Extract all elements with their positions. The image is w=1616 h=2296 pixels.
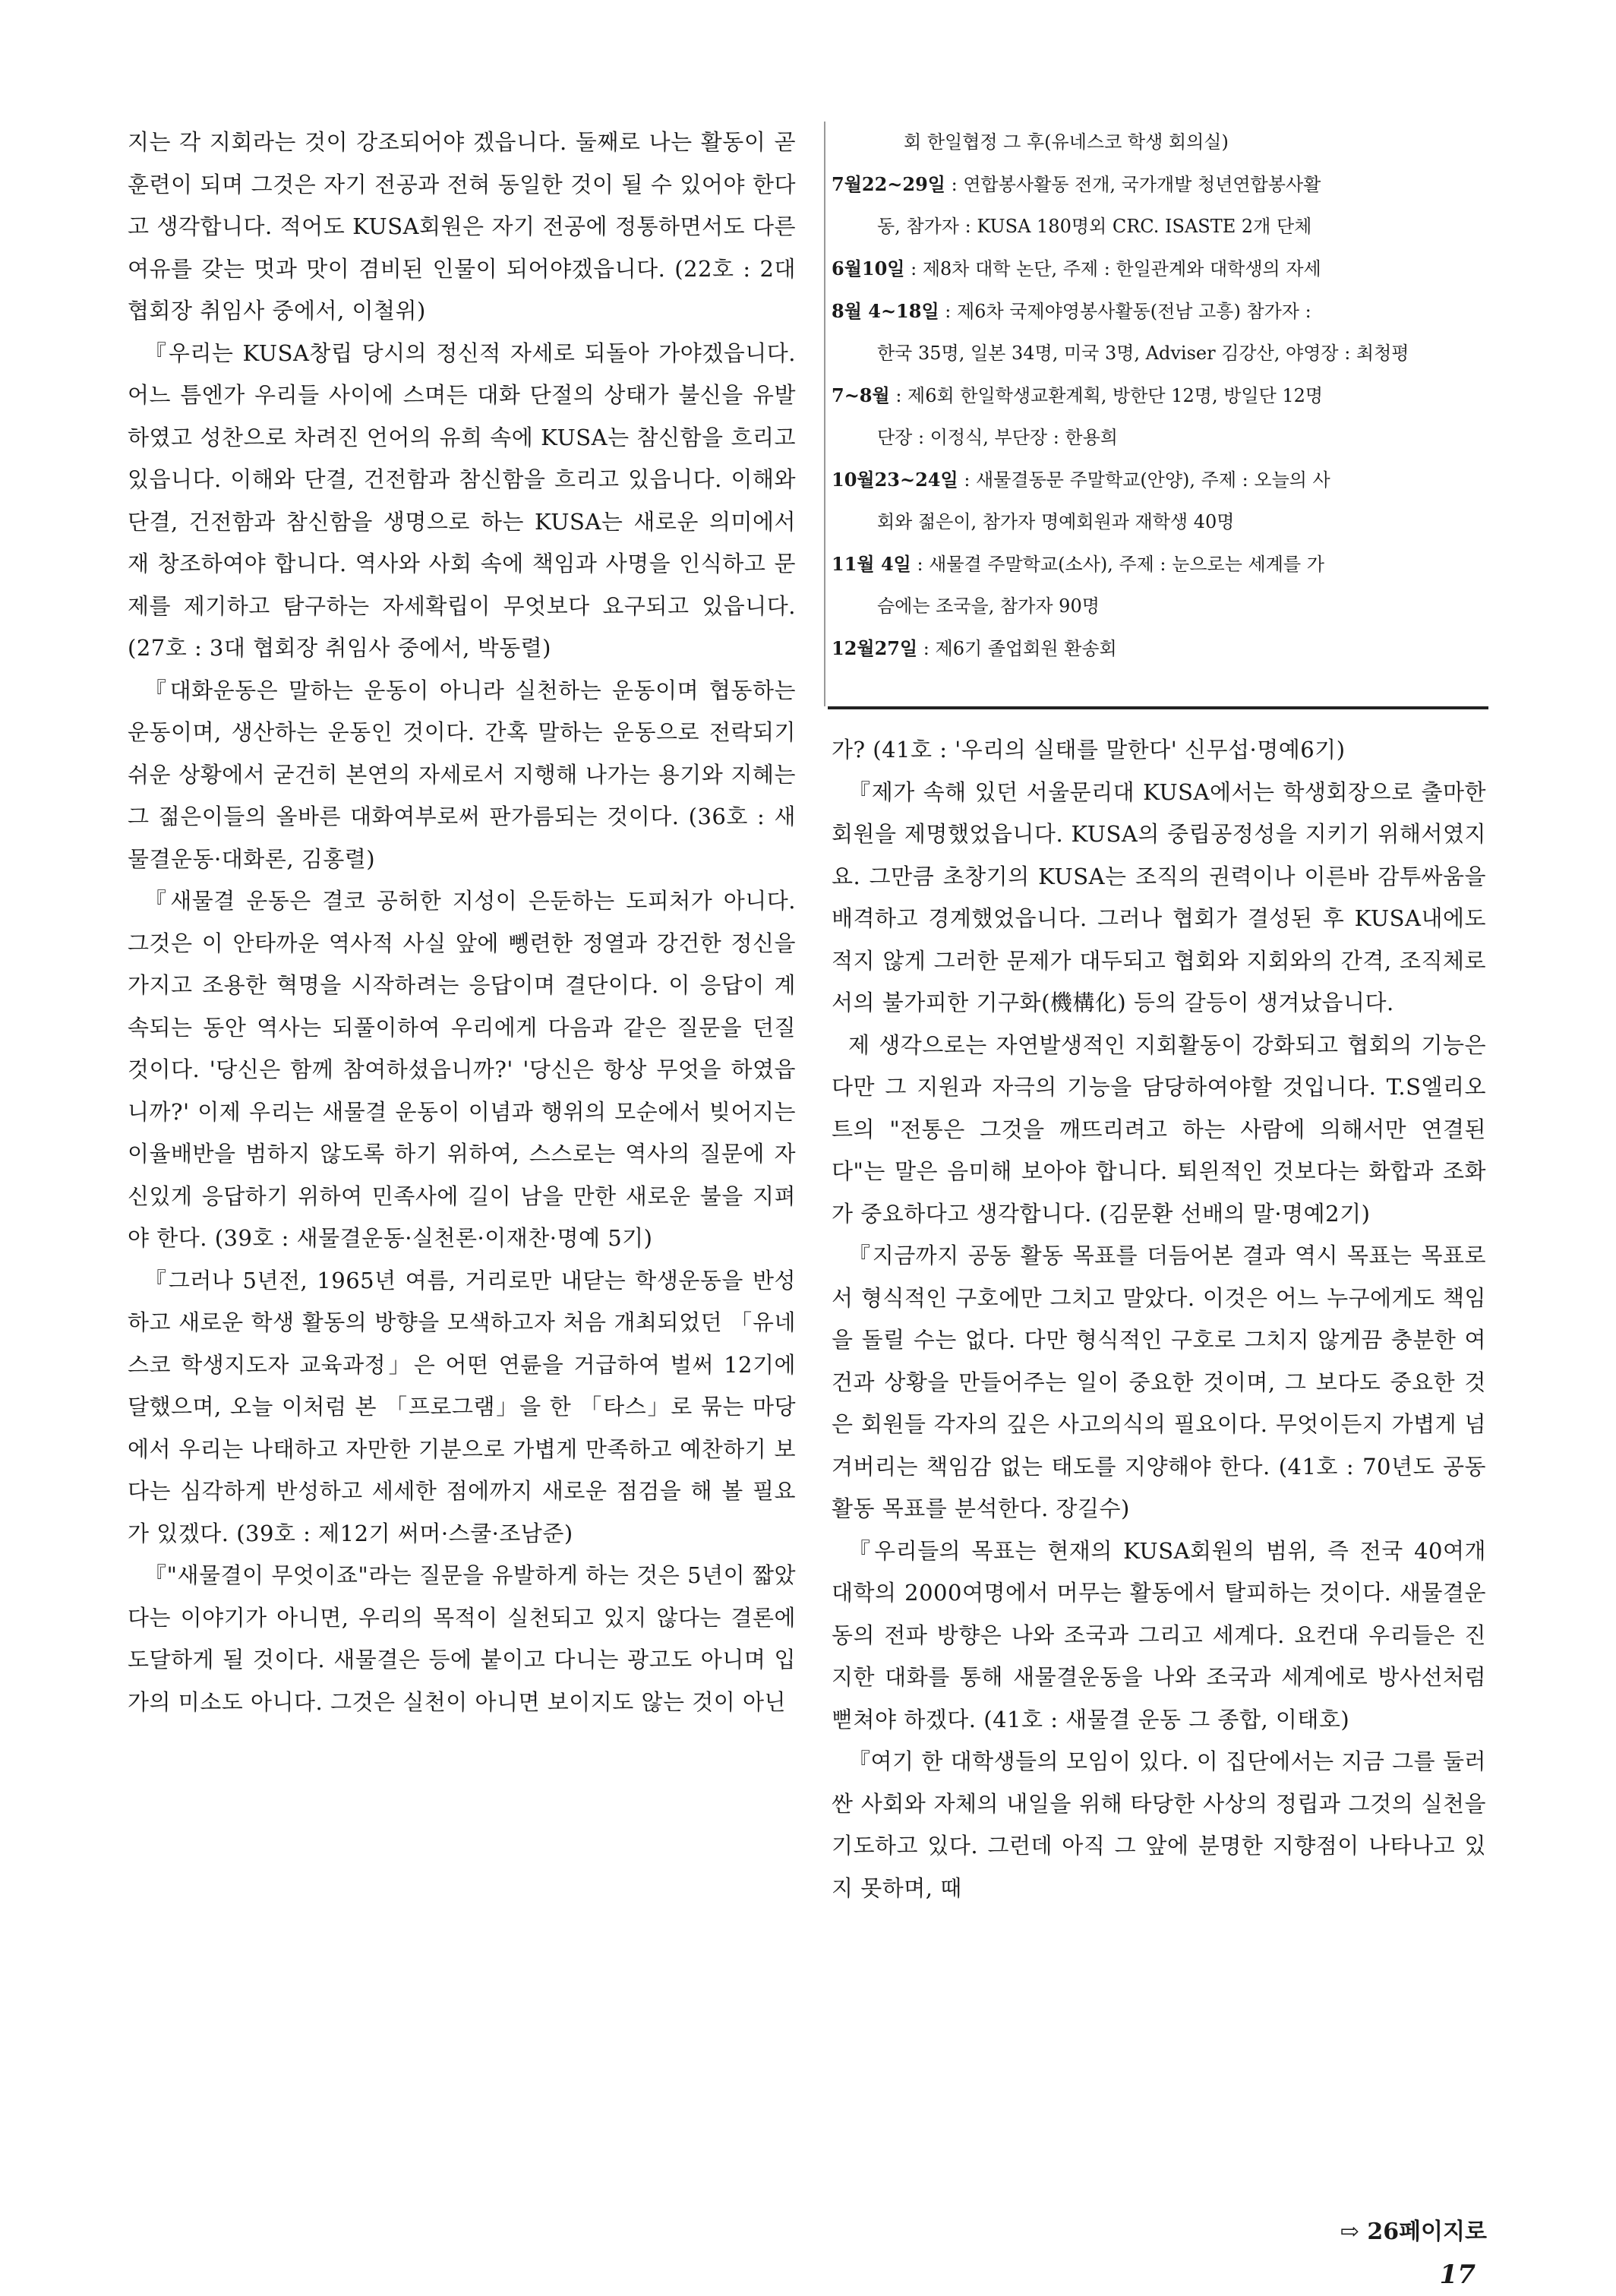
paragraph-text: 지는 각 지회라는 것이 강조되어야 겠읍니다. 둘째로 나는 활동이 곧 훈련이 되며 그것은 자기 전공과 전혀 동일한 것이 될 수 있어야 한다고 생각합니다. 적어도 KUSA회원은 자기 전공에 정통하면서도 다른 여유를 갖는 멋과 맛이 겸비된 인물이 되어야겠읍니다. <box>128 129 796 282</box>
entry-text: 회 한일협정 그 후(유네스코 학생 회의실) <box>904 131 1229 153</box>
right-paragraph <box>832 1741 1486 1909</box>
entry-continuation: 한국 35명, 일본 34명, 미국 3명, Adviser 김강산, 야영장 : 최청평 <box>877 343 1409 364</box>
entry-date: 12월27일 <box>832 637 918 659</box>
left-paragraph <box>128 670 796 881</box>
entry-date: 7월22~29일 <box>832 173 945 195</box>
right-paragraph <box>832 772 1486 1025</box>
entry-date: 8월 4~18일 <box>832 300 939 322</box>
chronology-entry: 8월 4~18일 : 제6차 국제야영봉사활동(전남 고흥) 참가자 : <box>832 300 1311 322</box>
citation: (39호 : 새물결운동·실천론·이재찬·명예 5기) <box>214 1225 653 1251</box>
paragraph-text: 『제가 속해 있던 서울문리대 KUSA에서는 학생회장으로 출마한 회원을 제명했었읍니다. KUSA의 중립공정성을 지키기 위해서였지요. 그만큼 초창기의 KUSA는 조직의 권력이나 이른바 감투싸움을 배격하고 경계했었읍니다. 그러나 협회가 결성된 후 KUSA내에도 적지 않게 그러한 문제가 대두되고 협회와 지회와의 간격, 조직체로서의 불가피한 기구화(機構化) 등의 갈등이 생겨났읍니다. <box>832 778 1486 1015</box>
citation: (41호 : 새물결 운동 그 종합, 이태호) <box>983 1706 1350 1732</box>
chronology-list <box>832 122 1486 670</box>
right-paragraph <box>832 1025 1486 1236</box>
chronology-entry: 7~8월 : 제6회 한일학생교환계획, 방한단 12명, 방일단 12명 <box>832 384 1324 406</box>
entry-text: 제8차 대학 논단, 주제 : 한일관계와 대학생의 자세 <box>922 258 1321 279</box>
paragraph-text: 가? <box>832 737 866 763</box>
entry-continuation: 단장 : 이정식, 부단장 : 한용희 <box>877 427 1118 448</box>
section-rule <box>828 706 1488 709</box>
citation: (36호 : 새물결운동·대화론, 김홍렬) <box>128 804 796 872</box>
entry-continuation: 회와 젊은이, 참가자 명예회원과 재학생 40명 <box>877 511 1235 532</box>
next-page-link[interactable]: ⇨ 26페이지로 <box>1340 2219 1487 2245</box>
chronology-entry: 7월22~29일 : 연합봉사활동 전개, 국가개발 청년연합봉사활 <box>832 173 1321 195</box>
entry-text: 제6회 한일학생교환계획, 방한단 12명, 방일단 12명 <box>907 385 1324 406</box>
right-column <box>832 122 1486 670</box>
left-column <box>128 122 796 1723</box>
column-divider <box>824 122 825 706</box>
paragraph-text: 『우리들의 목표는 현재의 KUSA회원의 범위, 즉 전국 40여개 대학의 2000여명에서 머무는 활동에서 탈피하는 것이다. 새물결운동의 전파 방향은 나와 조국과 그리고 세계다. 요컨대 우리들은 진지한 대화를 통해 새물결운동을 나와 조국과 세계에로 방사선처럼 뻗쳐야 하겠다. <box>832 1537 1486 1732</box>
paragraph-text: 제 생각으로는 자연발생적인 지회활동이 강화되고 협회의 기능은 다만 그 지원과 자극의 기능을 담당하여야할 것입니다. T.S엘리오트의 "전통은 그것을 깨뜨리려고 하는 사람에 의해서만 연결된다"는 말은 음미해 보아야 합니다. 퇴읜적인 것보다는 화합과 조화가 중요하다고 생각합니다. <box>832 1031 1486 1227</box>
paragraph-text: 『그러나 5년전, 1965년 여름, 거리로만 내닫는 학생운동을 반성하고 새로운 학생 활동의 방향을 모색하고자 처음 개최되었던 「유네스코 학생지도자 교육과정」은 어떤 연륜을 거급하여 벌써 12기에 달했으며, 오늘 이처럼 본 「프로그램」을 한 「타스」로 묶는 마당에서 우리는 나태하고 자만한 기분으로 가볍게 만족하고 예찬하기 보다는 심각하게 반성하고 세세한 점에까지 새로운 점검을 해 볼 필요가 있겠다. <box>128 1267 796 1546</box>
left-paragraph <box>128 333 796 670</box>
citation: (27호 : 3대 협회장 취임사 중에서, 박동렬) <box>128 635 551 661</box>
entry-continuation: 동, 참가자 : KUSA 180명외 CRC. ISASTE 2개 단체 <box>877 216 1312 237</box>
left-paragraph <box>128 1260 796 1555</box>
paragraph-text: 『대화운동은 말하는 운동이 아니라 실천하는 운동이며 협동하는 운동이며, 생산하는 운동인 것이다. 간혹 말하는 운동으로 전락되기 쉬운 상황에서 굳건히 본연의 자세로서 지행해 나가는 용기와 지혜는 그 젊은이들의 올바른 대화여부로써 판가름되는 것이다. <box>128 677 796 829</box>
right-paragraph <box>832 1235 1486 1530</box>
entry-date: 7~8월 <box>832 384 890 406</box>
paragraph-text: 『우리는 KUSA창립 당시의 정신적 자세로 되돌아 가야겠읍니다. 어느 틈엔가 우리들 사이에 스며든 대화 단절의 상태가 불신을 유발하였고 성찬으로 차려진 언어의 유희 속에 KUSA는 참신함을 흐리고 있읍니다. 이해와 단결, 건전함과 참신함을 흐리고 있읍니다. 이해와 단결, 건전함과 참신함을 생명으로 하는 KUSA는 새로운 의미에서 재 창조하여야 합니다. 역사와 사회 속에 책임과 사명을 인식하고 문제를 제기하고 탐구하는 자세확립이 무엇보다 요구되고 있읍니다. <box>128 340 796 619</box>
left-paragraph <box>128 1555 796 1723</box>
paragraph-text: 『새물결 운동은 결코 공허한 지성이 은둔하는 도피처가 아니다. 그것은 이 안타까운 역사적 사실 앞에 뼁련한 정열과 강건한 정신을 가지고 조용한 혁명을 시작하려는 응답이며 결단이다. 이 응답이 계속되는 동안 역사는 되풀이하여 우리에게 다음과 같은 질문을 던질 것이다. '당신은 함께 참여하셨읍니까?' '당신은 항상 무엇을 하였읍니까?' 이제 우리는 새물결 운동이 이념과 행위의 모순에서 빚어지는 이율배반을 범하지 않도록 하기 위하여, 스스로는 역사의 질문에 자신있게 응답하기 위하여 민족사에 길이 남을 만한 새로운 불을 지펴야 한다. <box>128 888 796 1251</box>
paragraph-text: 『여기 한 대학생들의 모임이 있다. 이 집단에서는 지금 그를 둘러싼 사회와 자체의 내일을 위해 타당한 사상의 정립과 그것의 실천을 기도하고 있다. 그런데 아직 그 앞에 분명한 지향점이 나타나고 있지 못하며, 때 <box>832 1748 1486 1901</box>
entry-text: 제6기 졸업회원 환송회 <box>935 638 1117 659</box>
page-number: 17 <box>1439 2260 1476 2290</box>
entry-date: 10월23~24일 <box>832 469 958 491</box>
citation: (22호 : 2대 협회장 취임사 중에서, 이철위) <box>128 255 796 324</box>
right-body <box>832 729 1486 1909</box>
citation: (41호 : '우리의 실태를 말한다' 신무섭·명예6기) <box>873 737 1346 763</box>
right-paragraph <box>832 1530 1486 1742</box>
entry-text: 새물결동문 주말학교(안양), 주제 : 오늘의 사 <box>976 469 1330 491</box>
entry-date: 6월10일 <box>832 257 905 279</box>
chronology-entry <box>832 122 1486 163</box>
left-paragraph <box>128 880 796 1260</box>
chronology-entry: 10월23~24일 : 새물결동문 주말학교(안양), 주제 : 오늘의 사 <box>832 469 1330 491</box>
left-paragraph <box>128 122 796 333</box>
entry-continuation: 슴에는 조국을, 참가자 90명 <box>877 595 1100 617</box>
entry-text: 제6차 국제야영봉사활동(전남 고흥) 참가자 : <box>956 301 1311 322</box>
entry-text: 새물결 주말학교(소사), 주제 : 눈으로는 세계를 가 <box>929 554 1324 575</box>
citation: (41호 : 70년도 공동활동 목표를 분석한다. 장길수) <box>832 1453 1486 1521</box>
chronology-entry: 6월10일 : 제8차 대학 논단, 주제 : 한일관계와 대학생의 자세 <box>832 257 1321 279</box>
paragraph-text: 『"새물결이 무엇이죠"라는 질문을 유발하게 하는 것은 5년이 짧았다는 이야기가 아니면, 우리의 목적이 실천되고 있지 않다는 결론에 도달하게 될 것이다. 새물결은 등에 붙이고 다니는 광고도 아니며 입가의 미소도 아니다. 그것은 실천이 아니면 보이지도 않는 것이 아닌 <box>128 1562 796 1715</box>
citation: (김문환 선배의 말·명예2기) <box>1099 1200 1371 1227</box>
citation: (39호 : 제12기 써머·스쿨·조남준) <box>236 1520 573 1546</box>
chronology-entry: 11월 4일 : 새물결 주말학교(소사), 주제 : 눈으로는 세계를 가 <box>832 553 1324 575</box>
chronology-entry: 12월27일 : 제6기 졸업회원 환송회 <box>832 637 1117 659</box>
entry-text: 연합봉사활동 전개, 국가개발 청년연합봉사활 <box>963 174 1321 195</box>
entry-date: 11월 4일 <box>832 553 911 575</box>
right-paragraph <box>832 729 1486 772</box>
paragraph-text: 『지금까지 공동 활동 목표를 더듬어본 결과 역시 목표는 목표로서 형식적인 구호에만 그치고 말았다. 이것은 어느 누구에게도 책임을 돌릴 수는 없다. 다만 형식적인 구호로 그치지 않게끔 충분한 여건과 상황을 만들어주는 일이 중요한 것이며, 그 보다도 중요한 것은 회원들 각자의 깊은 사고의식의 필요이다. 무엇이든지 가볍게 넘겨버리는 책임감 없는 태도를 지양해야 한다. <box>832 1243 1486 1480</box>
